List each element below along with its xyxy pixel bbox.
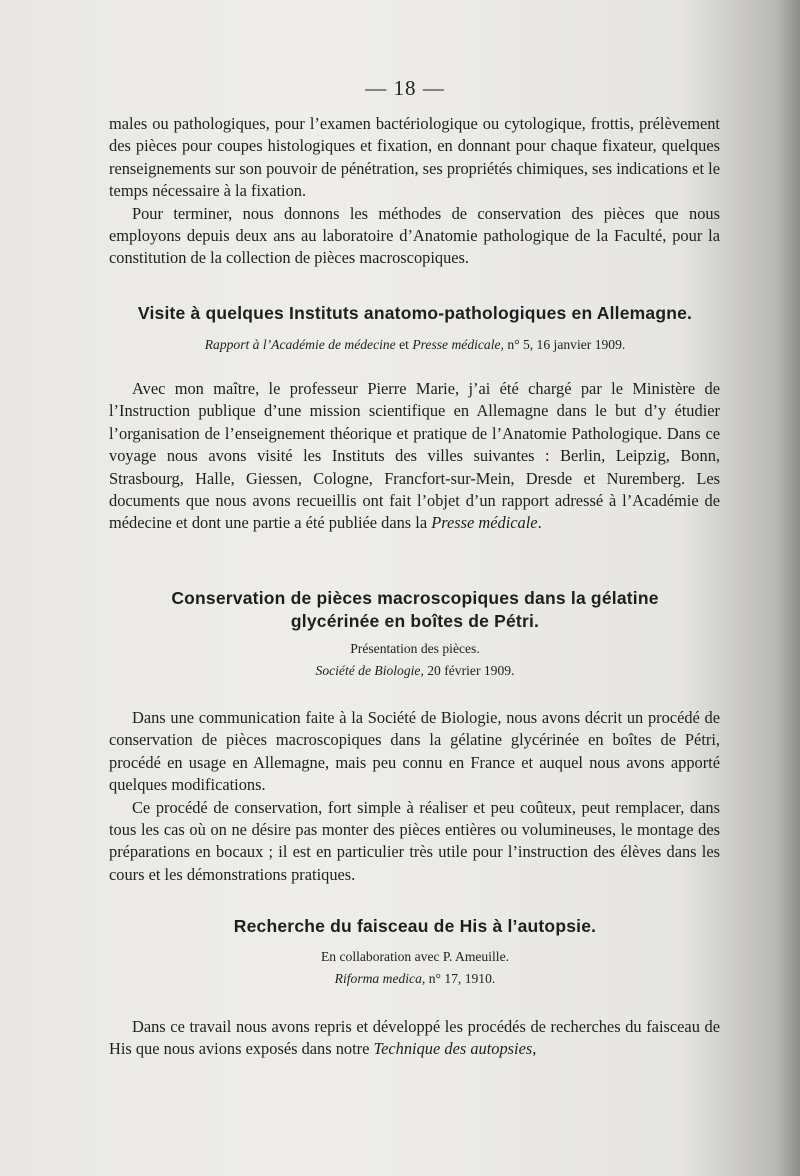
page-number: — 18 — (365, 76, 445, 100)
section-2-ref-source: Société de Biologie, (315, 663, 424, 678)
section-2-title-line-1: Conservation de pièces macroscopiques dans la gélatine (171, 588, 659, 608)
section-3-collaboration: En collaboration avec P. Ameuille. (321, 949, 509, 964)
section-3-title: Recherche du faisceau de His à l’autopsie. (233, 916, 597, 936)
section-3-reference (100, 970, 730, 988)
intro-text (109, 113, 720, 270)
section-1-title: Visite à quelques Instituts anatomo-pathologiques en Allemagne. (137, 303, 693, 323)
section-1-body (109, 378, 720, 535)
section-3-ref-details: n° 17, 1910. (425, 971, 496, 986)
section-2-title (100, 587, 730, 633)
section-3-text-end: , (532, 1039, 537, 1059)
section-1-ref-details: n° 5, 16 janvier 1909. (503, 337, 626, 352)
section-1-reference (100, 336, 730, 354)
section-1-text-italic: Presse médicale (431, 513, 538, 533)
section-1-ref-source: Rapport à l’Académie de médecine (204, 337, 396, 352)
section-1-text: Avec mon maître, le professeur Pierre Marie, j’ai été chargé par le Ministère de l’Instruction publique d’une mission scientifique en Allemagne dans le but d’y étudier l’organisation de l’enseignement théorique et pratique de l’Anatomie Pathologique. Dans ce voyage nous avons visité les Instituts des villes suivantes : Berlin, Leipzig, Bonn, Strasbourg, Halle, Giessen, Cologne, Francfort-sur-Mein, Dresde et Nuremberg. Les documents que nous avons recueillis ont fait l’objet d’un rapport adressé à l’Académie de médecine et dont une partie a été publiée dans la (109, 379, 720, 533)
section-1-ref-source-2: Presse médicale, (412, 337, 504, 352)
section-3-body (109, 1016, 720, 1061)
section-3-paragraph (109, 1016, 720, 1061)
section-3-text: Dans ce travail nous avons repris et développé les procédés de recherches du faisceau de His que nous avions exposés dans notre (109, 1017, 720, 1059)
section-2-title-line-2: glycérinée en boîtes de Pétri. (290, 611, 540, 631)
intro-paragraph-2: Pour terminer, nous donnons les méthodes de conservation des pièces que nous employons depuis deux ans au laboratoire d’Anatomie pathologique de la Faculté, pour la constitution de la collection de pièces macroscopiques. (109, 203, 720, 268)
section-2-paragraph-1: Dans une communication faite à la Société de Biologie, nous avons décrit un procédé de conservation de pièces macroscopiques dans la gélatine glycérinée en boîtes de Pétri, procédé en usage en Allemagne, mais peu connu en France et auquel nous avons apporté quelques modifications. (109, 708, 720, 795)
section-3-text-italic: Technique des autopsies (373, 1039, 533, 1059)
section-2-presentation: Présentation des pièces. (350, 641, 480, 656)
section-2-ref-details: 20 février 1909. (423, 663, 515, 678)
section-1-text-end: . (537, 513, 542, 533)
section-1-ref-and: et (395, 337, 413, 352)
intro-paragraph-1: males ou pathologiques, pour l’examen bactériologique ou cytologique, frottis, prélèvement des pièces pour coupes histologiques et fixation, en donnant pour chaque fixateur, quelques renseignements sur son pouvoir de pénétration, ses propriétés chimiques, ses indications et le temps nécessaire à la fixation. (109, 114, 720, 201)
section-3-ref-source: Riforma medica, (334, 971, 426, 986)
section-2-paragraph-2: Ce procédé de conservation, fort simple à réaliser et peu coûteux, peut remplacer, dans tous les cas où on ne désire pas monter des pièces entières ou volumineuses, le montage des préparations en bocaux ; il est en particulier très utile pour l’instruction des élèves dans les cours et les démonstrations pratiques. (109, 797, 720, 884)
section-1-paragraph (109, 378, 720, 535)
section-2-reference (100, 662, 730, 680)
section-2-body (109, 707, 720, 886)
